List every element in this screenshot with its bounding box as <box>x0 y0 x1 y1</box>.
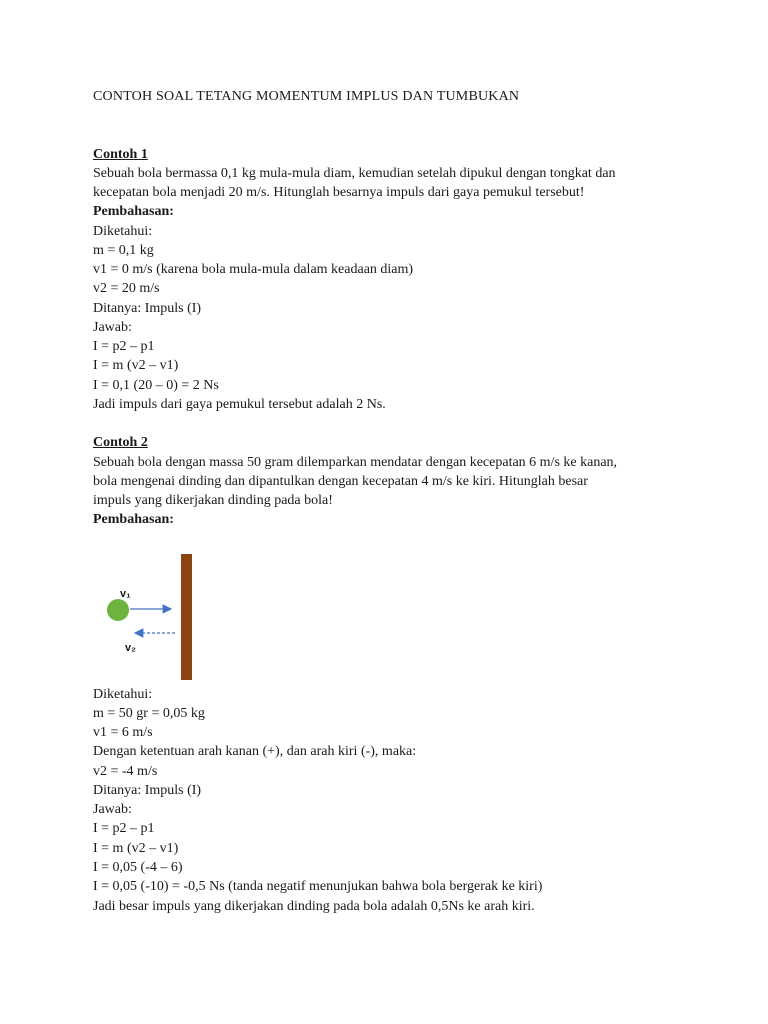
example2-solution-line: Ditanya: Impuls (I) <box>93 783 202 798</box>
example2-solution-line: Diketahui: <box>93 687 153 702</box>
ball <box>107 599 129 621</box>
example2-solution-line: I = p2 – p1 <box>93 821 155 836</box>
example1-solution-line: Ditanya: Impuls (I) <box>93 301 202 316</box>
example1-solution-line: m = 0,1 kg <box>93 243 154 258</box>
wall <box>181 554 192 680</box>
v2-label: v₂ <box>125 642 137 654</box>
example1-solution-line: Diketahui: <box>93 224 153 239</box>
example1-solution-line: I = p2 – p1 <box>93 339 155 354</box>
example1-question-line: Sebuah bola bermassa 0,1 kg mula-mula diam, kemudian setelah dipukul dengan tongkat dan <box>93 166 616 181</box>
example1-solution-line: I = m (v2 – v1) <box>93 358 179 373</box>
example1-solution-line: v1 = 0 m/s (karena bola mula-mula dalam keadaan diam) <box>93 262 414 277</box>
ball-wall-diagram <box>93 552 203 682</box>
example1-heading: Contoh 1 <box>93 147 148 162</box>
example2-solution-line: Dengan ketentuan arah kanan (+), dan arah kiri (-), maka: <box>93 744 417 759</box>
example2-solution-line: I = m (v2 – v1) <box>93 841 179 856</box>
example2-question-line: Sebuah bola dengan massa 50 gram dilemparkan mendatar dengan kecepatan 6 m/s ke kanan, <box>93 455 618 470</box>
example2-solution-label: Pembahasan: <box>93 512 174 527</box>
document-title: CONTOH SOAL TETANG MOMENTUM IMPLUS DAN TUMBUKAN <box>93 89 520 104</box>
example2-solution-line: Jawab: <box>93 802 132 817</box>
example2-conclusion: Jadi besar impuls yang dikerjakan dinding pada bola adalah 0,5Ns ke arah kiri. <box>93 899 535 914</box>
example1-solution-line: v2 = 20 m/s <box>93 281 160 296</box>
example2-solution-line: v2 = -4 m/s <box>93 764 158 779</box>
example2-solution-line: I = 0,05 (-4 – 6) <box>93 860 183 875</box>
example1-solution-line: I = 0,1 (20 – 0) = 2 Ns <box>93 378 219 393</box>
example2-question-line: bola mengenai dinding dan dipantulkan dengan kecepatan 4 m/s ke kiri. Hitunglah besar <box>93 474 588 489</box>
example2-heading: Contoh 2 <box>93 435 148 450</box>
example2-solution-line: I = 0,05 (-10) = -0,5 Ns (tanda negatif menunjukan bahwa bola bergerak ke kiri) <box>93 879 543 894</box>
example1-solution-line: Jawab: <box>93 320 132 335</box>
example2-solution-line: v1 = 6 m/s <box>93 725 153 740</box>
v1-label: v₁ <box>120 588 131 600</box>
example2-question-line: impuls yang dikerjakan dinding pada bola! <box>93 493 333 508</box>
example1-question-line: kecepatan bola menjadi 20 m/s. Hitunglah besarnya impuls dari gaya pemukul tersebut! <box>93 185 585 200</box>
example1-solution-label: Pembahasan: <box>93 204 174 219</box>
example1-conclusion: Jadi impuls dari gaya pemukul tersebut adalah 2 Ns. <box>93 397 386 412</box>
example2-solution-line: m = 50 gr = 0,05 kg <box>93 706 205 721</box>
